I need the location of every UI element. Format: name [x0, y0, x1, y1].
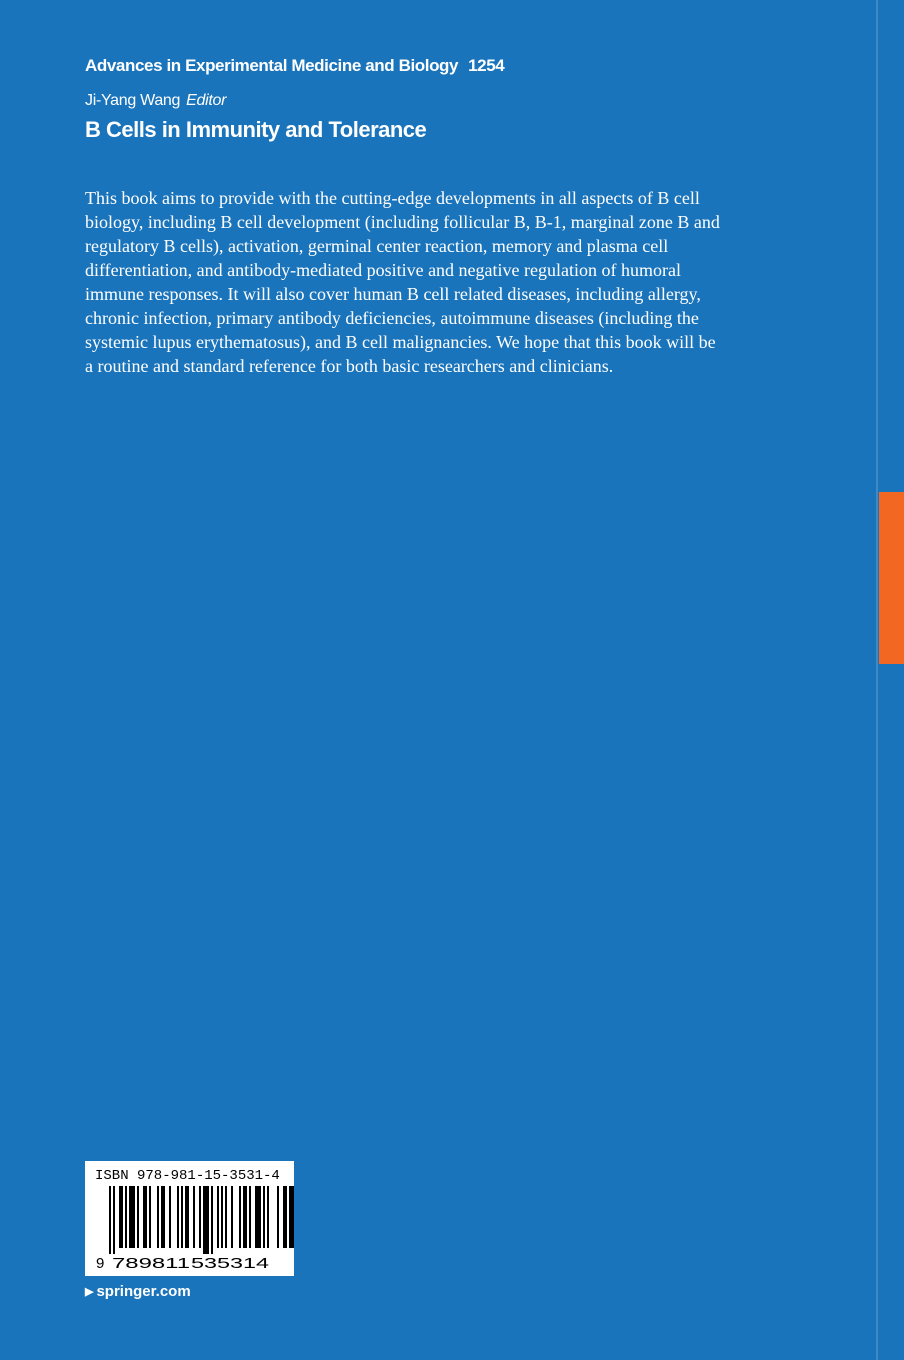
book-description: This book aims to provide with the cutting-edge developments in all aspects of B cell biology, including B cell development (including follicular B, B-1, marginal zone B and regulatory B cells), activation, germinal center reaction, memory and plasma cell differentiation, and antibody-mediated positive and negative regulation of humoral immune responses. It will also cover human B cell related diseases, including allergy, chronic infection, primary antibody deficiencies, autoimmune diseases (including the systemic lupus erythematosus), and B cell malignancies. We hope that this book will be a routine and standard reference for both basic researchers and clinicians.: [85, 188, 720, 376]
barcode-bar: [211, 1186, 213, 1254]
barcode-bar: [109, 1186, 111, 1254]
spine-orange-tab: [879, 492, 904, 664]
editor-name: Ji-Yang Wang: [85, 92, 181, 109]
barcode-bar: [185, 1186, 189, 1248]
barcode-bar: [225, 1186, 227, 1248]
isbn-label: ISBN 978-981-15-3531-4: [95, 1168, 280, 1184]
barcode-bar: [125, 1186, 127, 1248]
spine-divider: [876, 0, 878, 1360]
barcode-bar: [143, 1186, 147, 1248]
barcode-digits-right: 535314: [191, 1255, 269, 1272]
barcode-bar: [113, 1186, 115, 1254]
barcode-bar: [119, 1186, 123, 1248]
barcode-bar: [161, 1186, 165, 1248]
triangle-right-icon: ▶: [85, 1286, 94, 1298]
book-title: B Cells in Immunity and Tolerance: [85, 117, 427, 142]
publisher-link[interactable]: [85, 1283, 191, 1300]
barcode-bar: [149, 1186, 151, 1248]
barcode-bar: [249, 1186, 251, 1248]
barcode-bar: [255, 1186, 261, 1248]
barcode-bar: [289, 1186, 294, 1248]
barcode-bars: [109, 1186, 294, 1254]
barcode-digits-left: 789811: [112, 1255, 190, 1272]
barcode-bar: [199, 1186, 201, 1248]
barcode-bar: [217, 1186, 219, 1248]
barcode-bar: [169, 1186, 171, 1248]
barcode-bar: [277, 1186, 279, 1248]
barcode-bar: [267, 1186, 269, 1248]
isbn-barcode: [85, 1161, 294, 1276]
barcode-bar: [221, 1186, 223, 1248]
barcode-bar: [177, 1186, 179, 1248]
barcode-bar: [137, 1186, 139, 1248]
publisher-url: springer.com: [96, 1283, 191, 1300]
barcode-bar: [243, 1186, 247, 1248]
editor-line: [85, 92, 226, 110]
barcode-graphic: [85, 1161, 294, 1276]
series-name: Advances in Experimental Medicine and Biology: [85, 56, 459, 75]
barcode-bar: [231, 1186, 233, 1248]
barcode-bar: [263, 1186, 265, 1248]
editor-role: Editor: [186, 92, 227, 109]
barcode-bar: [193, 1186, 195, 1248]
barcode-bar: [239, 1186, 241, 1248]
barcode-digit-first: 9: [96, 1255, 105, 1272]
barcode-bar: [203, 1186, 209, 1254]
series-volume: 1254: [468, 56, 505, 75]
barcode-bar: [157, 1186, 159, 1248]
barcode-bar: [283, 1186, 287, 1248]
series-title: [85, 56, 504, 76]
barcode-bar: [181, 1186, 183, 1248]
barcode-bar: [129, 1186, 135, 1248]
